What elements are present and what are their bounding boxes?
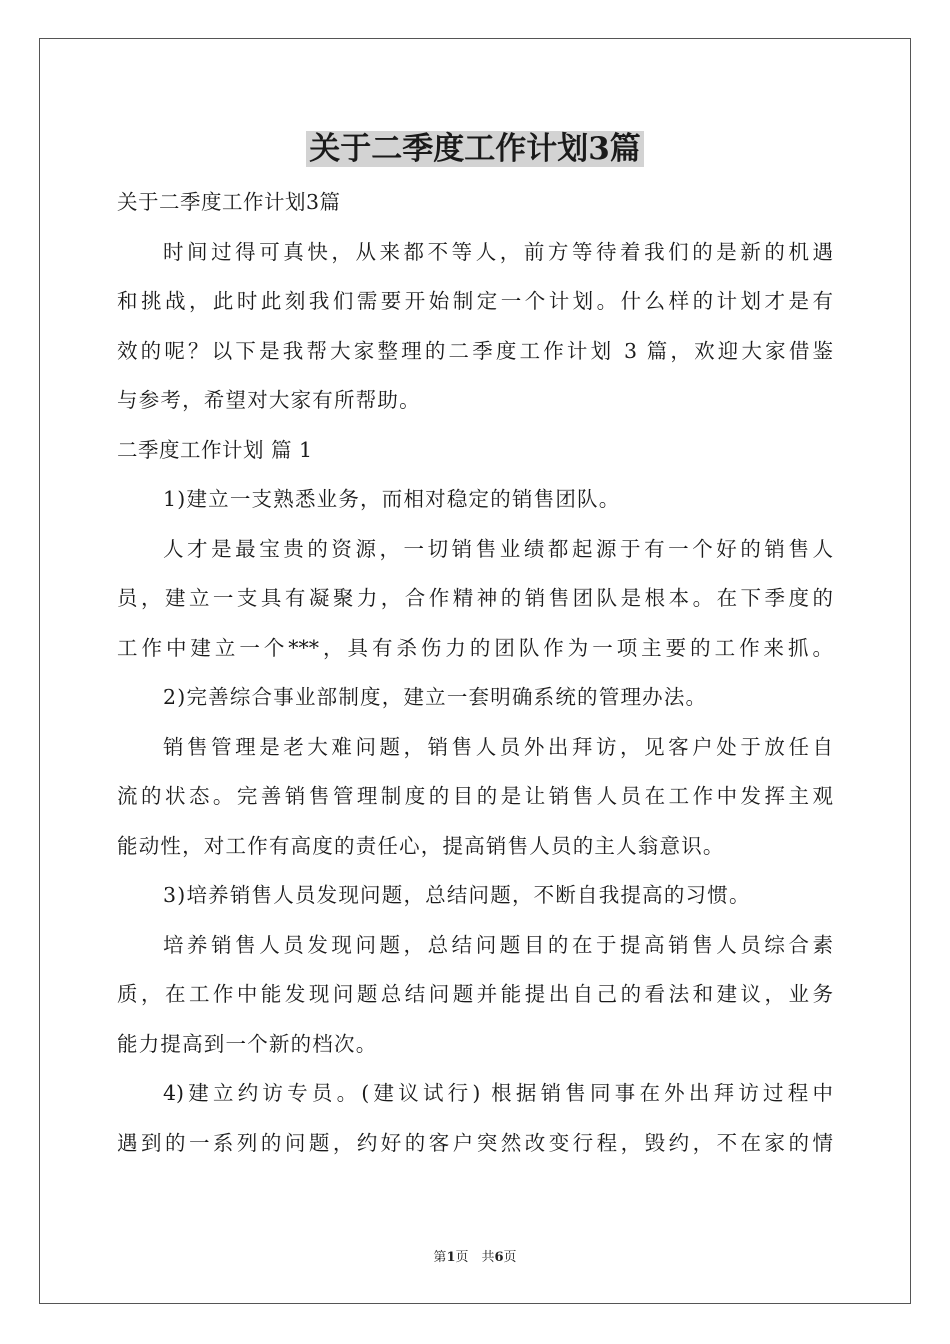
text-line: 和挑战，此时此刻我们需要开始制定一个计划。什么样的计划才是有 bbox=[117, 289, 833, 313]
text-line: 1)建立一支熟悉业务，而相对稳定的销售团队。 bbox=[163, 487, 621, 511]
section-heading: 二季度工作计划 篇 1 bbox=[117, 437, 313, 462]
document-title bbox=[0, 126, 950, 172]
text-line: 与参考，希望对大家有所帮助。 bbox=[117, 388, 421, 412]
footer-page-number: 1 bbox=[446, 1250, 456, 1265]
text-line: 能动性，对工作有高度的责任心，提高销售人员的主人翁意识。 bbox=[117, 833, 725, 858]
text-line: 培养销售人员发现问题，总结问题目的在于提高销售人员综合素 bbox=[163, 932, 833, 957]
text-line: 人才是最宝贵的资源，一切销售业绩都起源于有一个好的销售人 bbox=[163, 536, 833, 561]
text-line: 效的呢？以下是我帮大家整理的二季度工作计划 3 篇，欢迎大家借鉴 bbox=[117, 338, 833, 363]
footer-suffix: 页 bbox=[503, 1250, 517, 1265]
page-footer bbox=[0, 1246, 950, 1265]
text-line: 时间过得可真快，从来都不等人，前方等待着我们的是新的机遇 bbox=[163, 239, 833, 264]
footer-prefix: 第 bbox=[433, 1250, 447, 1265]
text-line: 能力提高到一个新的档次。 bbox=[117, 1031, 378, 1056]
text-line: 员，建立一支具有凝聚力，合作精神的销售团队是根本。在下季度的 bbox=[117, 586, 833, 610]
footer-mid: 页 共 bbox=[455, 1250, 495, 1265]
document-body bbox=[117, 178, 833, 1168]
text-line: 遇到的一系列的问题，约好的客户突然改变行程，毁约，不在家的情 bbox=[117, 1130, 833, 1155]
text-line: 4)建立约访专员。(建议试行) 根据销售同事在外出拜访过程中 bbox=[163, 1081, 833, 1105]
text-line: 工作中建立一个***，具有杀伤力的团队作为一项主要的工作来抓。 bbox=[117, 635, 833, 660]
footer-total-pages: 6 bbox=[494, 1250, 504, 1265]
text-line: 销售管理是老大难问题，销售人员外出拜访，见客户处于放任自 bbox=[163, 734, 833, 759]
section-heading: 关于二季度工作计划3篇 bbox=[117, 190, 341, 214]
text-line: 2)完善综合事业部制度，建立一套明确系统的管理办法。 bbox=[163, 685, 708, 709]
document-title-text: 关于二季度工作计划3篇 bbox=[306, 131, 644, 167]
text-line: 流的状态。完善销售管理制度的目的是让销售人员在工作中发挥主观 bbox=[117, 784, 833, 808]
text-line: 质，在工作中能发现问题总结问题并能提出自己的看法和建议，业务 bbox=[117, 982, 833, 1006]
text-line: 3)培养销售人员发现问题，总结问题，不断自我提高的习惯。 bbox=[163, 883, 751, 907]
